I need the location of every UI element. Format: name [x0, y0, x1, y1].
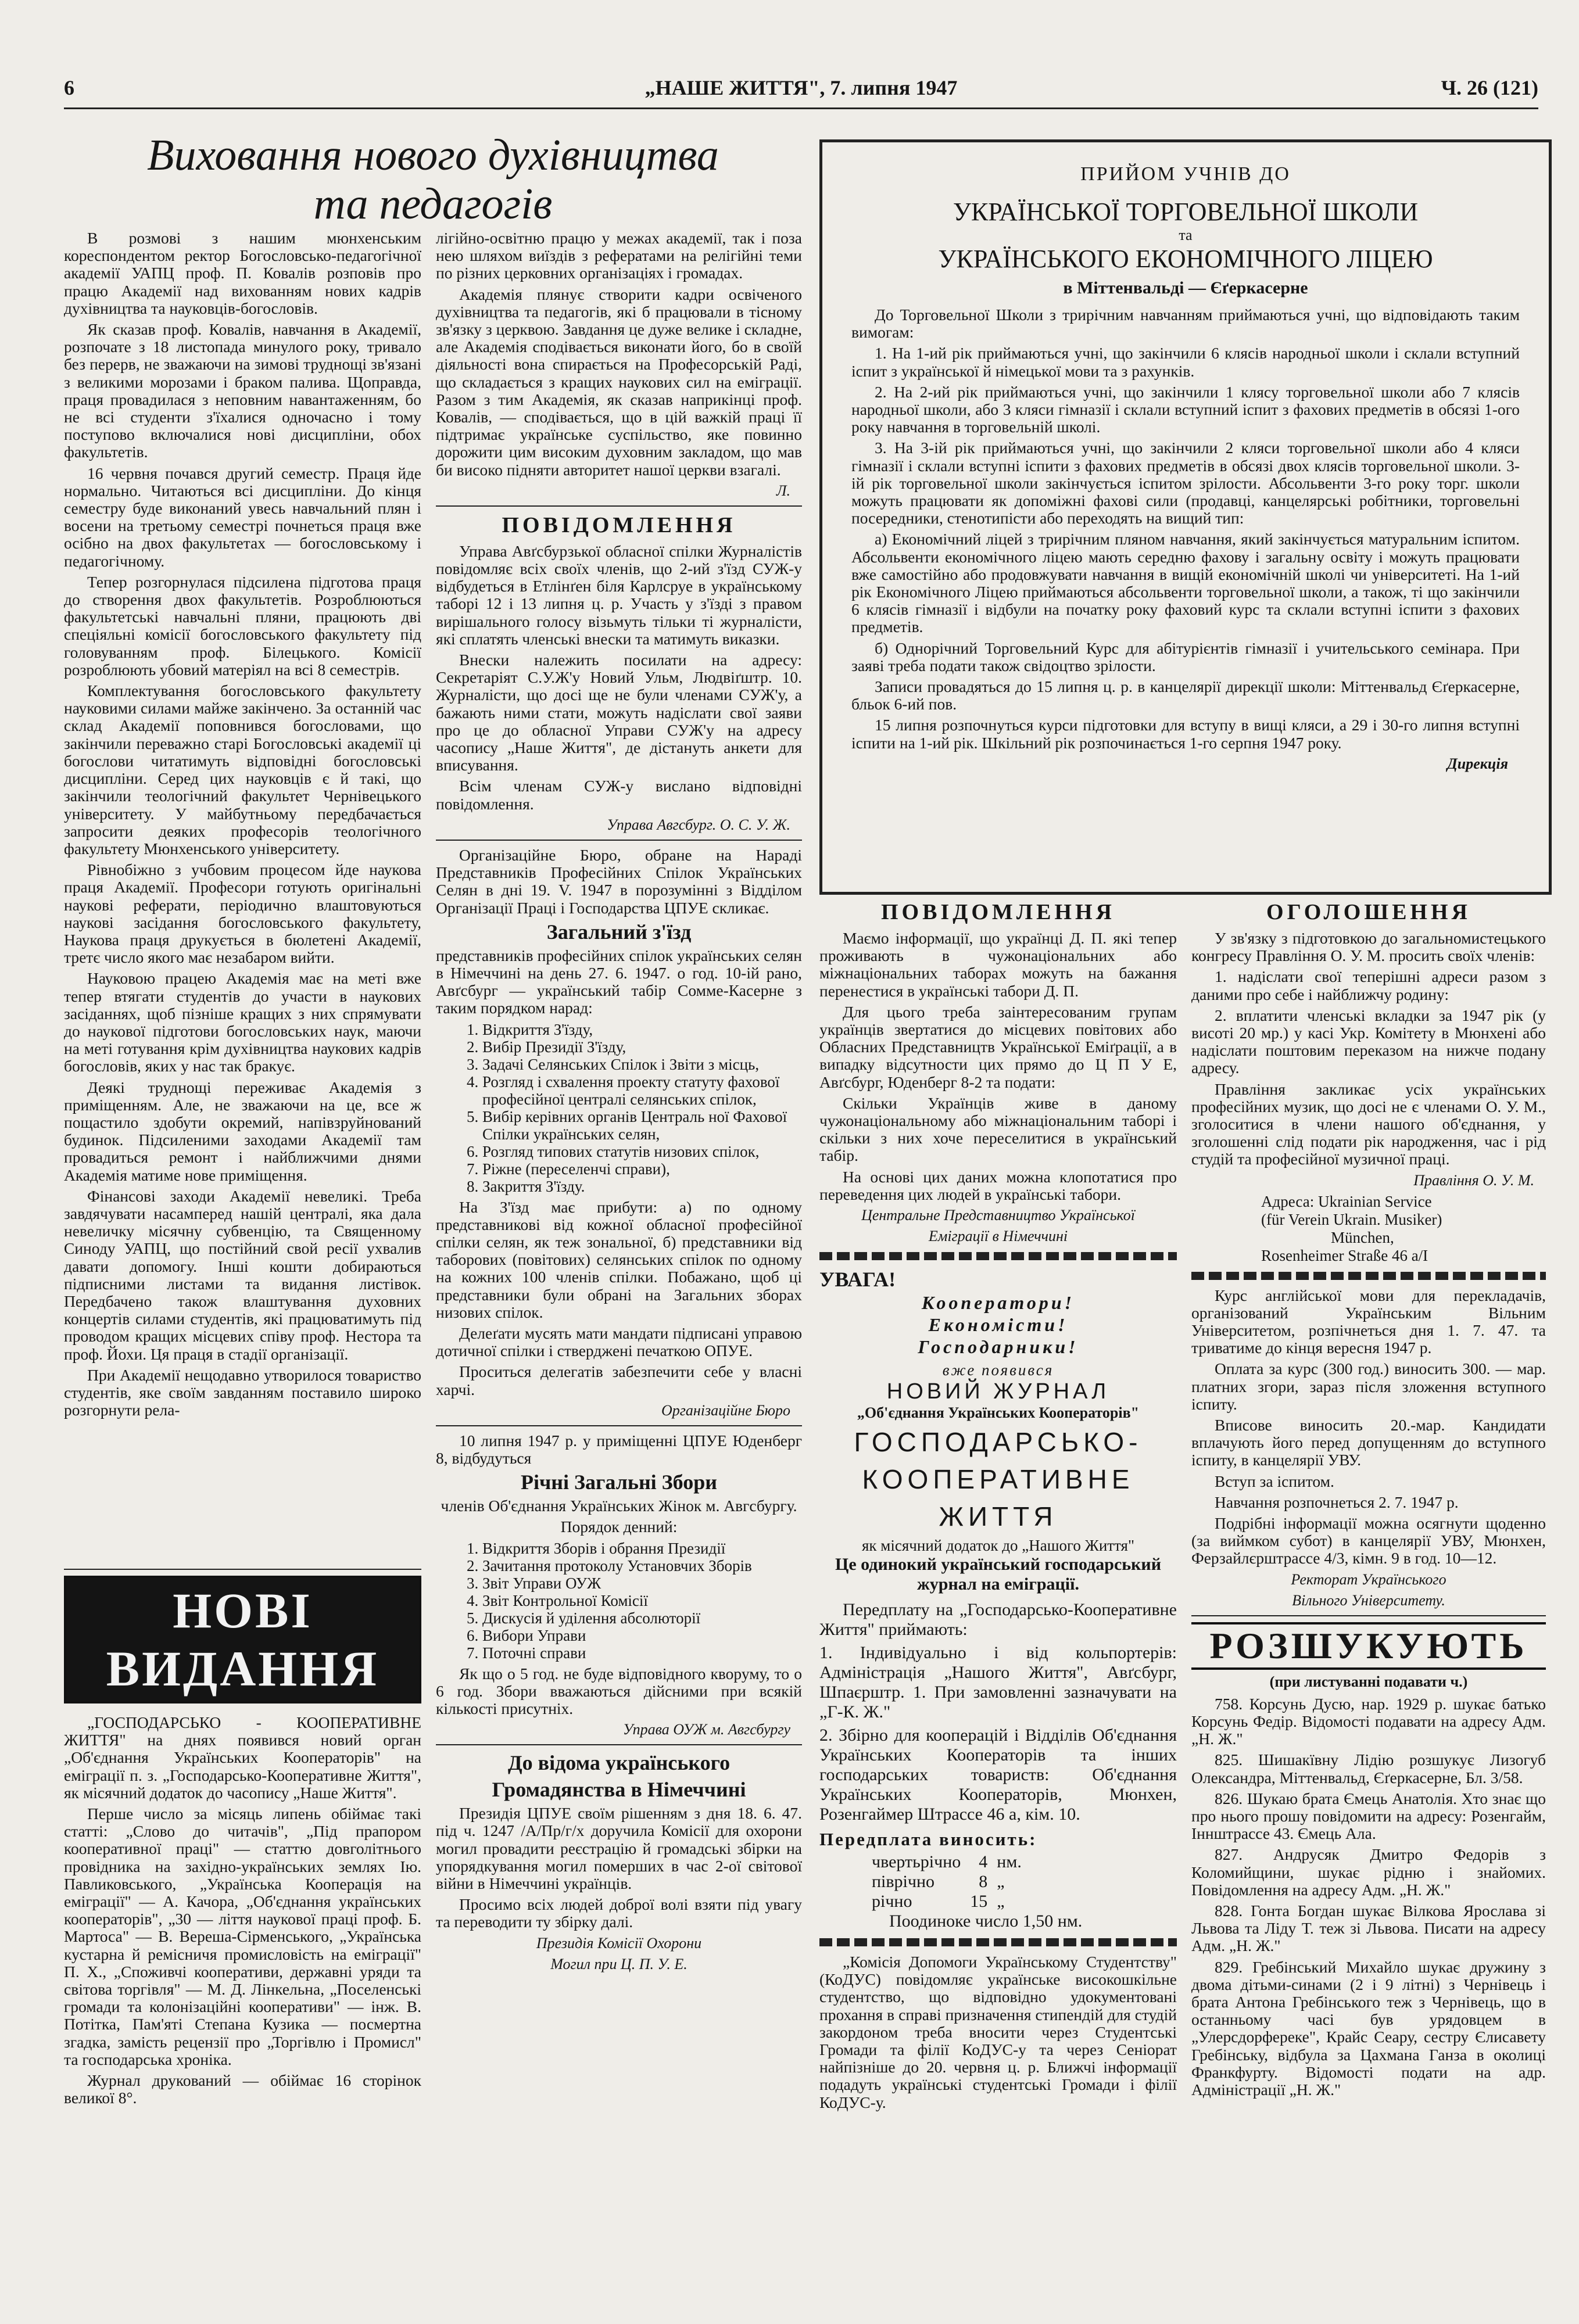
- women-paragraph: Як що о 5 год. не буде відповідного кворуму, то о 6 год. Збори вважаються дійсними при всякій кількості присутніх.: [436, 1664, 802, 1717]
- coop-paragraph: 1. Індивідуально і від кольпортерів: Адміністрація „Нашого Життя", Авґсбург, Шпаєрштр. 1. При замовленні зазначувати на „Г-К. Ж.": [819, 1643, 1177, 1722]
- congress-intro: Організаційне Бюро, обране на Нараді Представників Професійних Спілок Українських Селян в дні 19. V. 1947 в порозумінні з Відділом Організації Праці і Господарства ЦПУЕ скликає.: [436, 845, 802, 917]
- wavy-divider: [1191, 1272, 1546, 1280]
- dp-notice-paragraph: На основі цих даних можна клопотатися про переведення цих людей в українські табори.: [819, 1167, 1177, 1203]
- new-publications-banner: НОВІ ВИДАННЯ: [64, 1576, 421, 1703]
- coop-line: „Об'єднання Українських Кооператорів": [857, 1404, 1140, 1422]
- single-issue-price: Поодиноке число 1,50 нм.: [889, 1911, 1083, 1931]
- school-paragraph: 2. На 2-ий рік приймаються учні, що закінчили 1 клясу торговельної школи або 7 клясів народньої школи, або 3 кляси гімназії і склали вступний іспит з фахових предметів в обсязі 1-ого року навчання в торговельній школі.: [851, 382, 1520, 436]
- dp-notice-paragraph: Для цього треба заінтересованим групам українців звертатися до місцевих повітових або Обласних Представництв Української Еміґрації, а в випадку відсутности цих прямо до Ц П У Е, Авґсбург, Юденберг 8-2 та подати:: [819, 1002, 1177, 1091]
- english-course-paragraph: Курс англійської мови для перекладачів, організований Українським Вільним Університетом, розпічнеться дня 1. 7. 47. та триватиме до кінця вересня 1947 р.: [1191, 1286, 1546, 1357]
- article-paragraph: 16 червня почався другий семестр. Праця йде нормально. Читаються всі дисципліни. До кінця семестру буде виконаний увесь навчальний плян і восени на третьому семестрі почнеться праця вже осібно на двох факультетах — богословському і педагогічному.: [64, 464, 421, 570]
- women-heading: Річні Загальні Збори: [521, 1471, 717, 1494]
- congress-paragraph: На З'їзд має прибути: а) по одному представникові від кожної обласної професійної спілки селян, як теж зональної, б) представники від таборових (повітових) селянських спілок по одному на кожних 100 членів спілки. Побажано, щоб ці представники були обрані на Загальних зборах низових спілок.: [436, 1197, 802, 1321]
- search-banner: РОЗШУКУЮТЬ: [1191, 1622, 1546, 1670]
- dp-notice-paragraph: Скільки Українців живе в даному чужонаціональному або міжнаціональним таборі і скільки з них хоче переселитися в український табір.: [819, 1093, 1177, 1165]
- search-item: 827. Андрусяк Дмитро Федорів з Коломийщини, шукає рідню і знайомих. Повідомлення на адресу Адм. „Н. Ж.": [1191, 1845, 1546, 1899]
- community-heading-1: До відома українського: [507, 1751, 731, 1775]
- announcement-paragraph: 2. вплатити членські вкладки за 1947 рік (у висоті 20 мр.) у касі Укр. Комітету в Мюнхені або надіслати поштовим переказом на нижче подану адресу.: [1191, 1006, 1546, 1077]
- journal-title-2: КООПЕРАТИВНЕ: [862, 1464, 1134, 1495]
- page-header: [64, 70, 1538, 105]
- coop-line: вже появився: [942, 1361, 1054, 1379]
- search-item: 828. Гонта Богдан шукає Вілкова Ярослава зі Львова та Ліду Т. теж зі Львова. Писати на адресу Адм. „Н. Ж.": [1191, 1901, 1546, 1955]
- congress-paragraph: Делеґати мусять мати мандати підписані управою дотичної спілки і стверджені печаткою ОПУЕ.: [436, 1324, 802, 1360]
- congress-paragraph: Проситься делегатів забезпечити себе у власні харчі.: [436, 1362, 802, 1398]
- school-location: в Міттенвальді — Єґеркасерне: [1063, 278, 1308, 297]
- school-paragraph: 1. На 1-ий рік приймаються учні, що закінчили 6 клясів народньої школи і склали вступний іспит з української й німецької мови та з рахунків.: [851, 344, 1520, 380]
- congress-paragraph: представників професійних спілок українських селян в Німеччині на день 27. 6. 1947. о год. 10-ій рано, Авґсбург — український табір Сомме-Касерне з таким порядком нарад:: [436, 946, 802, 1017]
- coop-slogan: Кооператори!: [921, 1292, 1075, 1314]
- agenda-item: 5. Дискусія й уділення абсолюторії: [482, 1609, 802, 1627]
- school-line-3: та: [1179, 227, 1193, 243]
- coop-paragraph: 2. Збірно для кооперацій і Відділів Об'єднання Українських Кооператорів та інших господарських товариств: Об'єднання Українських Кооператорів, Мюнхен, Розенгаймер Штрассе 46 а, кім. 10.: [819, 1726, 1177, 1824]
- agenda-item: 2. Зачитання протоколу Установчих Зборів: [482, 1557, 802, 1575]
- new-publications: [64, 1563, 421, 2278]
- article-paragraph: Як сказав проф. Ковалів, навчання в Академії, розпочате з 18 листопада минулого року, тривало без перерв, не зважаючи на зимові труднощі зв'язані з великими морозами і браком палива. Щоправда, праця провадилася з неповним навантаженням, бо не всі студенти з'їхалися одночасно і тому поступово включалися нові дисципліни, обох факультетів.: [64, 320, 421, 461]
- article-signature: Л.: [776, 482, 790, 499]
- search-item: 826. Шукаю брата Ємець Анатолія. Хто знає що про нього прошу повідомити на адресу: Розенгайм, Іннштрассе 43. Ємець Ала.: [1191, 1789, 1546, 1843]
- congress-agenda: [436, 1021, 802, 1195]
- english-course-paragraph: Вступ за іспитом.: [1215, 1472, 1334, 1490]
- publication-paragraph: Журнал друкований — обіймає 16 сторінок великої 8°.: [64, 2071, 421, 2107]
- coop-paragraph: Передплату на „Господарсько-Кооперативне Життя" приймають:: [819, 1600, 1177, 1640]
- english-course-signature-2: Вільного Університету.: [1292, 1591, 1445, 1609]
- women-intro: 10 липня 1947 р. у приміщенні ЦПУЕ Юденберг 8, відбудуться: [436, 1431, 802, 1467]
- article-paragraph: Деякі труднощі переживає Академія з приміщенням. Але, не зважаючи на це, все ж пощастило здобути окремий, напівзруйнований будинок. Підсиленими заходами Академії там провадиться ремонт і найближчими днями Академія матиме нове приміщення.: [64, 1078, 421, 1184]
- announcement-paragraph: Правління закликає усіх українських професійних музик, що досі не є членами О. У. М., зголоситися в члени нашого об'єднання, у зголошенні слід подати рік народження, час і рід студій та професійної музичної праці.: [1191, 1079, 1546, 1168]
- header-rule: [64, 107, 1538, 109]
- attention-label: УВАГА!: [819, 1268, 896, 1292]
- agenda-item: 6. Розгляд типових статутів низових спілок,: [482, 1143, 802, 1160]
- column-4: [1191, 895, 1546, 2289]
- kodus-paragraph: „Комісія Допомоги Українському Студентству" (КоДУС) повідомляє українське високошкільне студентство, що відповідно удокументовані прохання в справі призначення стипендій для студій закордоном треба вносити через Студентські Громади та філії КоДУС-у та через Сеніорат найпізніше до 20. червня ц. р. Ближчі інформації подадуть українські студентські Громади і філії КоДУС-у.: [819, 1953, 1177, 2111]
- agenda-item: 3. Звіт Управи ОУЖ: [482, 1575, 802, 1592]
- article-paragraph: При Академії нещодавно утворилося товариство студентів, яке своїм завданням поставило широко розгорнути рела-: [64, 1365, 421, 1419]
- women-signature: Управа ОУЖ м. Авгсбургу: [622, 1721, 790, 1738]
- article-paragraph: Тепер розгорнулася підсилена підготова праця до створення двох факультетів. Розроблюються факультетські навчальні пляни, працюють дві спеціяльні комісії богословського факультету під головуванням проф. Білецького. Комісії розроблюють убовий матеріял на всі 8 семестрів.: [64, 572, 421, 679]
- article-paragraph: Комплектування богословського факультету науковими силами майже закінчено. За останній час склад Академії поповнився богословами, що закінчили переважно старі Богословські академії ці богослови читатимуть відповідні богословські дисципліни. Серед цих науковців є й такі, що закінчили теологічний факультет Чернівецького університету. У майбутньому передбачається запросити деяких професорів теологічного факультету Мюнхенського університету.: [64, 682, 421, 858]
- article-paragraph: Рівнобіжно з учбовим процесом йде наукова праця Академії. Професори готують оригінальні наукові реферати, періодично влаштовуються наукові засідання богословського факультету, Наукова праця друкується в бюлетені Академії, третє число якого має незабаром вийти.: [64, 860, 421, 967]
- english-course-paragraph: Оплата за курс (300 год.) виносить 300. — мар. платних згори, зараз після зложення вступного іспиту.: [1191, 1360, 1546, 1413]
- column-2: [436, 229, 802, 2292]
- agenda-item: 2. Вибір Президії З'їзду,: [482, 1038, 802, 1056]
- coop-line: НОВИЙ ЖУРНАЛ: [886, 1379, 1110, 1404]
- english-course-signature-1: Ректорат Українського: [1291, 1570, 1446, 1588]
- agenda-item: 1. Відкриття Зборів і обрання Президії: [482, 1540, 802, 1557]
- community-paragraph: Президія ЦПУЕ своїм рішенням з дня 18. 6. 47. під ч. 1247 /А/Пр/г/х доручила Комісії для охорони могил провадити реєстрацію й громадські збірки на упорядкування могил померших в час 2-ої світової війни в Німеччині українців.: [436, 1804, 802, 1892]
- coop-slogan: Господарники!: [918, 1336, 1079, 1358]
- congress-signature: Організаційне Бюро: [661, 1401, 790, 1419]
- agenda-item: 8. Закриття З'їзду.: [482, 1178, 802, 1195]
- article-paragraph: лігійно-освітню працю у межах академії, так і поза нею шляхом виїздів з рефератами на релігійні теми по різних церковних організаціях і громадах.: [436, 229, 802, 282]
- english-course-paragraph: Подрібні інформації можна осягнути щоденно (за виймком субот) в канцелярії УВУ, Мюнхен, Ферзайлєрштрассе 4/3, кімн. 9 в год. 10—12.: [1191, 1514, 1546, 1568]
- agenda-item: 6. Вибори Управи: [482, 1627, 802, 1644]
- article-paragraph: Науковою працею Академія має на меті вже тепер втягати студентів до участи в наукових засіданнях, щоб пізніше кращих з них спрямувати до наукової підготови богословських наук, маючи на меті готування крім духівництва наукових кадрів богословів, яких у нас так бракує.: [64, 969, 421, 1075]
- column-3: [819, 895, 1177, 2289]
- page-number: 6: [64, 76, 74, 99]
- school-line-4: УКРАЇНСЬКОГО ЕКОНОМІЧНОГО ЛІЦЕЮ: [938, 245, 1433, 273]
- school-paragraph: Записи провадяться до 15 липня ц. р. в канцелярії дирекції школи: Міттенвальд Єґеркасерне, бльок 6-ий пов.: [851, 677, 1520, 713]
- journalists-notice-heading: ПОВІДОМЛЕННЯ: [502, 512, 736, 537]
- article-column-1: [64, 229, 421, 1548]
- journalists-notice-paragraph: Внески належить посилати на адресу: Секретаріят С.У.Ж'у Новий Ульм, Людвіґштр. 10. Журналісти, що досі ще не були членами СУЖ'у, а бажають ними стати, можуть надіслати свої заяви про це до обласної Управи СУЖ'у на адресу часопису „Наше Життя", де дістануть анкети для вписування.: [436, 651, 802, 774]
- women-order-label: Порядок денний:: [560, 1518, 678, 1536]
- school-paragraph: До Торговельної Школи з трирічним навчанням приймаються учні, що відповідають таким вимогам:: [851, 306, 1520, 342]
- announcement-paragraph: У зв'язку з підготовкою до загальномистецького конгресу Правління О. У. М. просить своїх членів:: [1191, 929, 1546, 965]
- english-course-paragraph: Вписове виносить 20.-мар. Кандидати вплачують його перед допущенням до вступного іспиту, в канцелярії УВУ.: [1191, 1416, 1546, 1469]
- dp-notice-heading: ПОВІДОМЛЕННЯ: [880, 900, 1116, 924]
- coop-line: як місячний додаток до „Нашого Життя": [862, 1537, 1134, 1555]
- masthead: „НАШЕ ЖИТТЯ", 7. липня 1947: [645, 76, 958, 99]
- wavy-divider: [819, 1938, 1177, 1946]
- article-paragraph: Фінансові заходи Академії невеликі. Треба завдячувати насамперед нашій централі, яка дала невеличку місячну субвенцію, та Священному Синоду УАПЦ, що постійний свой ресії ухвалив давати допомогу. Інші кошти добираються підписними листами та видання листівок. Передбачено також влаштування духовних концертів силами студентів, які працюватимуть під проводом кращих місцевих співу проф. Нестора та проф. Йохи. Ця праця в стадії організації.: [64, 1186, 421, 1363]
- agenda-item: 7. Ріжне (переселенчі справи),: [482, 1160, 802, 1178]
- price-row: піврічно 8 „: [872, 1872, 1005, 1892]
- search-item: 825. Шишакївну Лідію розшукує Лизогуб Олександра, Міттенвальд, Єґеркасерне, Бл. 3/58.: [1191, 1751, 1546, 1787]
- journal-title-3: ЖИТТЯ: [939, 1501, 1058, 1532]
- price-row: річно 15 „: [872, 1892, 1005, 1911]
- publication-paragraph: „ГОСПОДАРСЬКО - КООПЕРАТИВНЕ ЖИТТЯ" на днях появився новий орган „Об'єднання Українських Кооператорів" на еміграції п. з. „Господарсько-Кооперативне Життя", як місячний додаток до часопису „Наше Життя".: [64, 1713, 421, 1802]
- price-row: чвертьрічно 4 нм.: [872, 1852, 1022, 1872]
- coop-line: Це одинокий український господарський журнал на еміграції.: [835, 1555, 1162, 1594]
- school-admission-box: [819, 139, 1552, 895]
- english-course-paragraph: Навчання розпочнеться 2. 7. 1947 р.: [1215, 1493, 1459, 1511]
- agenda-item: 3. Задачі Селянських Спілок і Звіти з місць,: [482, 1056, 802, 1073]
- article-title-line-2: та педагогів: [313, 180, 553, 228]
- article-paragraph: В розмові з нашим мюнхенським кореспондентом ректор Богословсько-педагогічної академії УАПЦ проф. П. Ковалів розповів про працю Академії над вихованням нових кадрів духівництва та науковців-богословів.: [64, 229, 421, 317]
- agenda-item: 4. Звіт Контрольної Комісії: [482, 1592, 802, 1609]
- school-paragraph: 3. На 3-ій рік приймаються учні, що закінчили 2 кляси торговельної школи або 4 кляси гімназії і склали вступні іспити з фахових предметів в обсязі двох клясів торговельної школи. 3-ій рік торговельної школи закінчується іспитом зрілости. Абсольвенти 3-го року торг. школи можуть працювати як допоміжні фахові сили (продавці, канцелярські робітники, торговельні посередники, стенотипісти або переходять на вищий тип:: [851, 439, 1520, 528]
- search-subtitle: (при листуванні подавати ч.): [1269, 1673, 1468, 1690]
- publication-paragraph: Перше число за місяць липень обіймає такі статті: „Слово до читачів", „Під прапором кооперативної праці" — статтю довголітнього провідника на західно-українських землях Ію. Павликовського, „Українська Кооперація на еміграції" — А. Качора, „Об'єднання українських кооператорів", „30 — ліття наукової праці проф. Б. Мартоса" — В. Вереша-Сірменського, „Українська кустарна й ремісничя промисловість на еміграції" П. Х., „Споживчі кооперативи, державні уряди та світова торгівля" — М. Д. Лінкельна, „Поселенські громади та колонізаційні кооперативи" — інж. В. Потітка, Пам'яті Степана Кузика — посмертна згадка, замість рецензії про „Торгівлю і Промисл" та господарська хроніка.: [64, 1805, 421, 2068]
- announcement-signature: Правління О. У. М.: [1413, 1171, 1534, 1189]
- school-signature: Дирекція: [1446, 755, 1508, 772]
- article-title-line-1: Виховання нового духівництва: [147, 131, 719, 180]
- community-signature-1: Президія Комісії Охорони: [536, 1934, 702, 1952]
- community-heading-2: Громадянства в Німеччині: [492, 1778, 746, 1802]
- search-item: 758. Корсунь Дусю, нар. 1929 р. шукає батько Корсунь Федір. Відомості подавати на адресу Адм. „Н. Ж.": [1191, 1694, 1546, 1748]
- dp-notice-paragraph: Маємо інформації, що українці Д. П. які тепер проживають в чужонаціональних або міжнаціональних таборах можуть на бажання перенестися в українські табори Д. П.: [819, 929, 1177, 1000]
- school-paragraph: б) Однорічний Торговельний Курс для абітурієнтів гімназії і учительського семінара. При заяві треба подати також свідоцтво зрілости.: [851, 639, 1520, 675]
- coop-slogan: Економісти!: [928, 1314, 1068, 1336]
- agenda-item: 1. Відкриття З'їзду,: [482, 1021, 802, 1038]
- dp-notice-signature-1: Центральне Представництво Української: [861, 1207, 1135, 1224]
- school-paragraph: а) Економічний ліцей з трирічним пляном навчання, який закінчується матуральним іспитом. Абсольвенти економічного ліцею мають середню фахову і загальну освіту і можуть працювати вже самостійно або продовжувати навчання в вищій економічній школі чи університеті. На 1-ий рік Економічного Ліцею приймаються абсольвенти торговельної школи, а також, ті що закінчили 6 клясів гімназії і відбули на початку року фаховий курс та склали вступні іспити з фахових предметів.: [851, 530, 1520, 636]
- issue-number: Ч. 26 (121): [1441, 76, 1538, 99]
- agenda-item: 7. Поточні справи: [482, 1644, 802, 1662]
- journal-title-1: ГОСПОДАРСЬКО-: [854, 1427, 1143, 1458]
- dp-notice-signature-2: Еміграції в Німеччині: [928, 1228, 1068, 1245]
- article-title: [64, 131, 802, 229]
- women-paragraph: членів Об'єднання Українських Жінок м. Авгсбургу.: [441, 1497, 797, 1515]
- price-heading: Передплата виносить:: [819, 1829, 1037, 1850]
- journalists-notice-signature: Управа Авгсбург. О. С. У. Ж.: [607, 816, 790, 833]
- announcement-paragraph: 1. надіслати свої теперішні адреси разом з даними про себе і найближчу родину:: [1191, 967, 1546, 1003]
- announcement-address: Адреса: Ukrainian Service (für Verein Ukrain. Musiker) München, Rosenheimer Straße 46 a/I: [1261, 1192, 1442, 1264]
- school-paragraph: 15 липня розпочнуться курси підготовки для вступу в вищі кляси, а 29 і 30-го липня вступні іспити на 1-ий рік. Шкільний рік розпочинається 1-го серпня 1947 року.: [851, 716, 1520, 752]
- article-paragraph: Академія плянує створити кадри освіченого духівництва та педагогів, які б працювали в тісному зв'язку з церквою. Завдання це дуже велике і складне, але Академія сподівається виконати його, бо в своїй діяльності вона спирається на Професорській Раді, що складається з кращих наукових сил на еміграції. Разом з тим Академія, як сказав наприкінці проф. Ковалів, — сподівається, що в цій важкій праці її підтримає українське суспільство, яке повинно дорожити цим високим духовним закладом, що мав би високо підняти авторитет нашої церкви взагалі.: [436, 285, 802, 479]
- announcement-heading: ОГОЛОШЕННЯ: [1266, 900, 1471, 924]
- agenda-item: 4. Розгляд і схвалення проекту статуту фахової професійної централі селянських спілок,: [482, 1073, 802, 1108]
- search-item: 829. Гребінський Михайло шукає дружину з двома дітьми-синами (2 і 9 літні) з Чернівець і брата Антона Гребінського теж з Чернівець, що в останньому часі був урядовцем в „Улерсдорфереке", Крайс Сеару, сестру Єлисавету Гребінську, відбула за Цахмана Ганза в околиці Франкфурту. Відомості подати на адр. Адміністрації „Н. Ж.": [1191, 1957, 1546, 2099]
- school-line-1: ПРИЙОМ УЧНІВ ДО: [1080, 163, 1291, 185]
- community-signature-2: Могил при Ц. П. У. Е.: [550, 1955, 688, 1972]
- journalists-notice-paragraph: Всім членам СУЖ-у вислано відповідні повідомлення.: [436, 777, 802, 813]
- agenda-item: 5. Вибір керівних органів Централь ної Фахової Спілки українських селян,: [482, 1108, 802, 1143]
- congress-heading: Загальний з'їзд: [546, 920, 692, 944]
- wavy-divider: [819, 1252, 1177, 1260]
- school-line-2: УКРАЇНСЬКОЇ ТОРГОВЕЛЬНОЇ ШКОЛИ: [953, 198, 1419, 226]
- community-paragraph: Просимо всіх людей доброї волі взяти під увагу та переводити ту збірку далі.: [436, 1895, 802, 1931]
- women-agenda: [436, 1540, 802, 1662]
- price-table: [872, 1852, 1031, 1911]
- journalists-notice-paragraph: Управа Авґсбурзької обласної спілки Журналістів повідомляє всіх своїх членів, що 2-ий з'їзд СУЖ-у відбудеться в Етлінґен біля Карлсруе в українському таборі 12 і 13 липня ц. р. Участь у з'їзді з правом вирішального голосу візьмуть тільки ті журналісти, які сплатять членські внески та матимуть виказки.: [436, 541, 802, 648]
